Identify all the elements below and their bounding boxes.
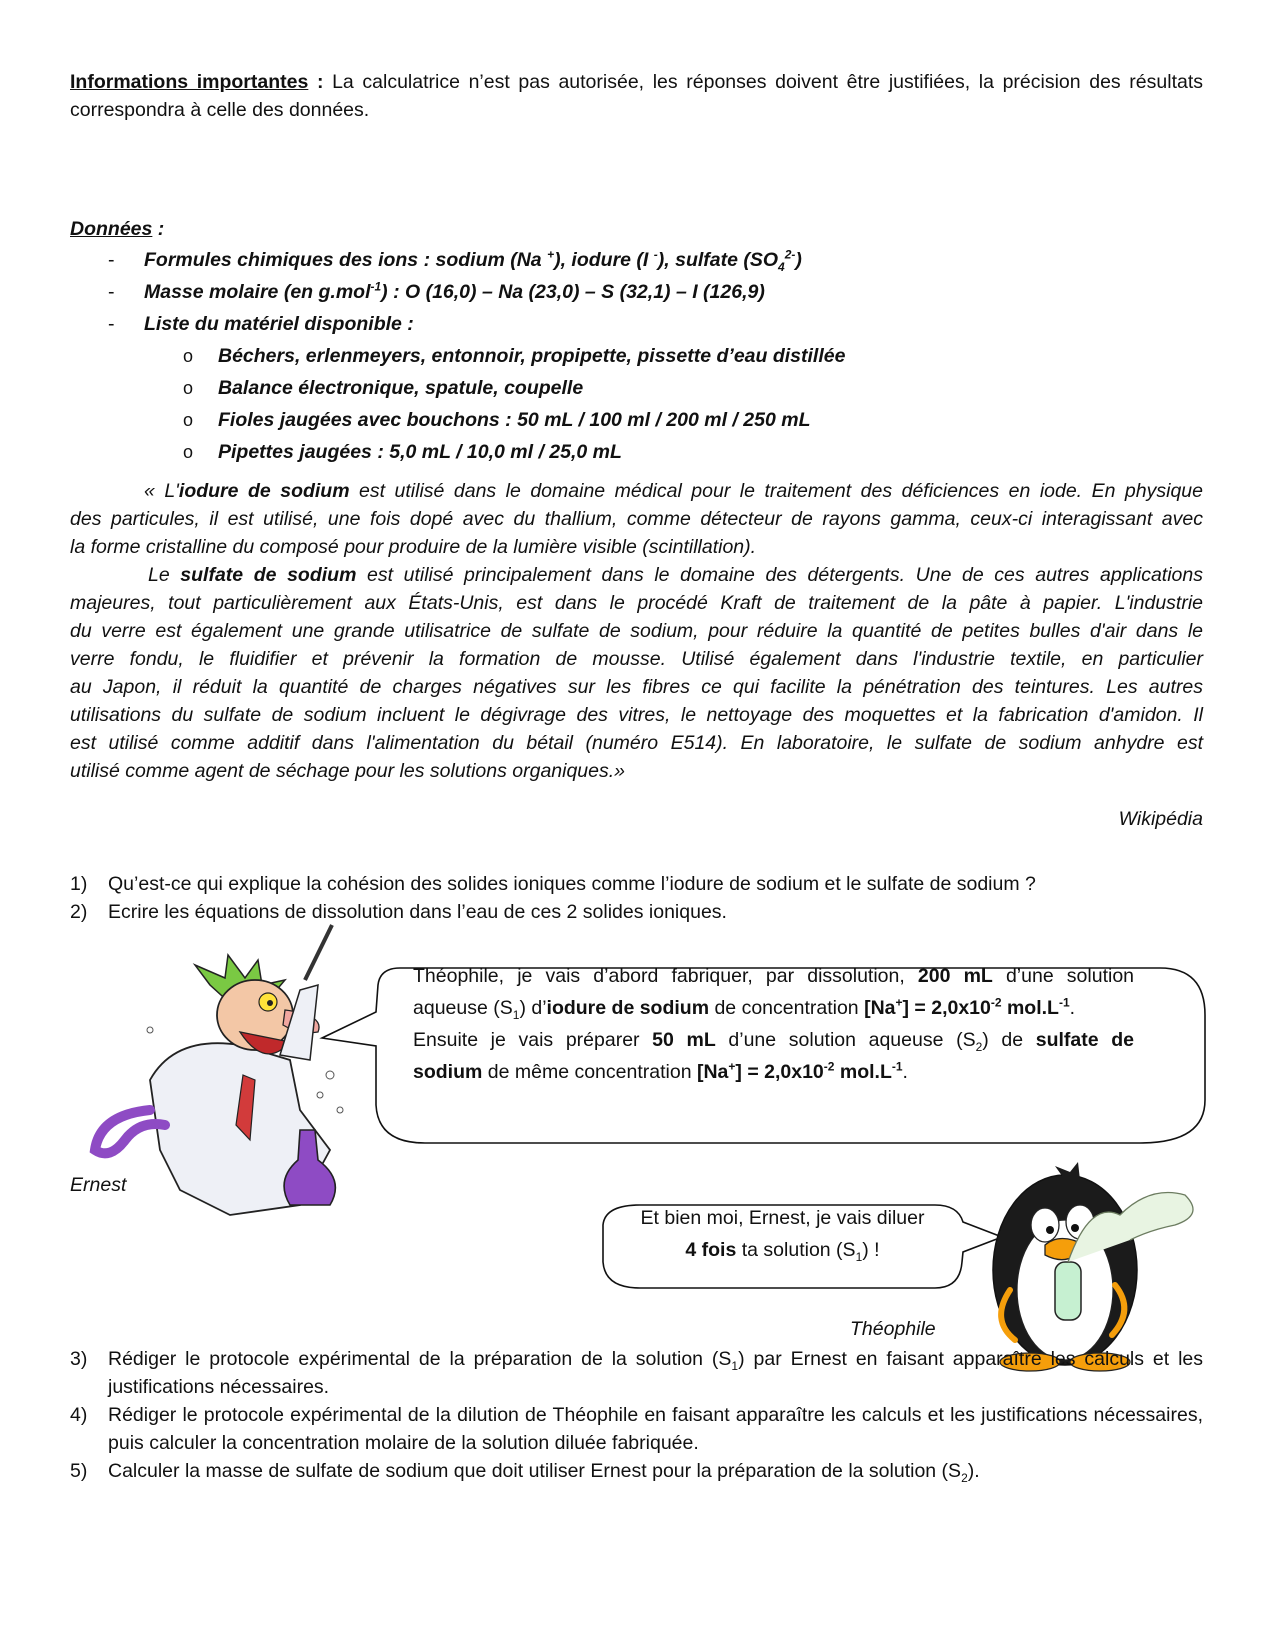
- question-number: 2): [70, 901, 88, 923]
- speech-line: Ensuite je vais préparer 50 mL d’une solution aqueuse $(S_2)$ de sulfate de: [413, 1029, 1134, 1054]
- question: [70, 1345, 1203, 1401]
- question: [70, 1457, 1203, 1485]
- quote-line: « L'iodure de sodium est utilisé dans le domaine médical pour le traitement des déficiences en iode. En physique: [144, 480, 1203, 502]
- theophile-illustration: [993, 1162, 1193, 1371]
- speech-line: aqueuse $(S_1)$ d’iodure de sodium de concentration $[Na^+] = 2,0x10^{-2}$ $mol.L^{-1}$.: [413, 995, 1076, 1022]
- equipment-heading: Liste du matériel disponible :: [144, 313, 414, 335]
- info-heading: Informations importantes: [70, 71, 309, 93]
- theophile-speech: [605, 1202, 960, 1266]
- question-text: Ecrire les équations de dissolution dans l’eau de ces 2 solides ioniques.: [108, 901, 727, 923]
- question-text: Rédiger le protocole expérimental de la dilution de Théophile en faisant apparaître les calculs et les justifications nécessaires, puis calculer la concentration molaire de la solution diluée fabriquée.: [108, 1404, 1203, 1454]
- donnees-title: Données: [70, 218, 153, 240]
- circle-marker: o: [183, 378, 194, 398]
- speech-line: sodium de même concentration $[Na^+] = 2,0x10^{-2}$ $mol.L^{-1}$.: [413, 1059, 908, 1083]
- speech-line: Théophile, je vais d’abord fabriquer, par dissolution, 200 mL d’une solution: [413, 965, 1135, 987]
- ernest-illustration: [95, 925, 343, 1215]
- theophile-name: Théophile: [850, 1318, 936, 1340]
- quote-line: la forme cristalline du composé pour produire de la lumière visible (scintillation).: [70, 536, 757, 558]
- ernest-speech: [413, 960, 1134, 1088]
- quote-line: des particules, il est utilisé, une fois dopé avec du thallium, comme détecteur de rayons gamma, ceux-ci interagissant avec: [70, 508, 1203, 530]
- circle-marker: o: [183, 410, 194, 430]
- info-text: La calculatrice n’est pas autorisée, les réponses doivent être justifiées, la précision des résultats correspondra à celle des données.: [70, 71, 1203, 121]
- molar-masses: Masse molaire (en g.mol$^{-1}$) : O (16,0) – Na (23,0) – S (32,1) – I (126,9): [144, 279, 765, 303]
- dash-marker: -: [108, 313, 115, 335]
- equipment-text: Béchers, erlenmeyers, entonnoir, propipette, pissette d’eau distillée: [218, 345, 846, 367]
- question-text: Calculer la masse de sulfate de sodium que doit utiliser Ernest pour la préparation de la solution $(S_2)$.: [108, 1460, 980, 1485]
- question-number: 3): [70, 1348, 88, 1370]
- donnees-colon: :: [152, 218, 165, 240]
- question-number: 5): [70, 1460, 88, 1482]
- quote-line: est utilisé comme additif dans l'alimentation du bétail (numéro E514). En laboratoire, le sulfate de sodium anhydre est: [70, 732, 1203, 754]
- question: [70, 1401, 1203, 1457]
- equipment-text: Fioles jaugées avec bouchons : 50 mL / 100 ml / 200 ml / 250 mL: [218, 409, 811, 431]
- quote-line: du verre est également une grande utilisatrice de sulfate de sodium, pour réduire la quantité de petites bulles d'air dans le: [70, 620, 1203, 642]
- quote-line: utilisé comme agent de séchage pour les solutions organiques.»: [70, 760, 626, 782]
- question-number: 4): [70, 1404, 88, 1426]
- questions-part-b: [70, 1345, 1203, 1485]
- equipment-text: Pipettes jaugées : 5,0 mL / 10,0 ml / 25,0 mL: [218, 441, 622, 463]
- quote-line: majeures, tout particulièrement aux États-Unis, est dans le procédé Kraft de traitement de la pâte à papier. L'industrie: [70, 592, 1203, 614]
- question-text: Rédiger le protocole expérimental de la préparation de la solution $(S_1)$ par Ernest en faisant apparaître les calculs et les justifications nécessaires.: [108, 1348, 1203, 1398]
- circle-marker: o: [183, 442, 194, 462]
- quote-line: au Japon, il réduit la quantité de charges négatives sur les fibres ce qui facilite la pénétration des teintures. Les autres: [70, 676, 1203, 698]
- ion-formulas: Formules chimiques des ions : sodium (Na +), iodure (I -), sulfate $(SO_4^{2-})$: [144, 247, 802, 274]
- quote-source: Wikipédia: [1118, 808, 1203, 830]
- info-colon: :: [308, 71, 324, 93]
- dash-marker: -: [108, 249, 115, 271]
- question-number: 1): [70, 873, 88, 895]
- equipment-text: Balance électronique, spatule, coupelle: [218, 377, 584, 399]
- speech-line: Et bien moi, Ernest, je vais diluer: [640, 1207, 925, 1229]
- quote-line: verre fondu, le fluidifier et prévenir la formation de mousse. Utilisé également dans l'industrie textile, en particulier: [70, 648, 1203, 670]
- speech-line: 4 fois ta solution $(S_1)$ !: [685, 1239, 880, 1264]
- circle-marker: o: [183, 346, 194, 366]
- ernest-name: Ernest: [70, 1174, 127, 1196]
- question-text: Qu’est-ce qui explique la cohésion des solides ioniques comme l’iodure de sodium et le sulfate de sodium ?: [108, 873, 1036, 895]
- dash-marker: -: [108, 281, 115, 303]
- quote-line: utilisations du sulfate de sodium incluent le dégivrage des vitres, le nettoyage des moquettes et la fabrication d'amidon. Il: [70, 704, 1203, 726]
- quote-line: Le sulfate de sodium est utilisé principalement dans le domaine des détergents. Une de ces autres applications: [148, 564, 1203, 586]
